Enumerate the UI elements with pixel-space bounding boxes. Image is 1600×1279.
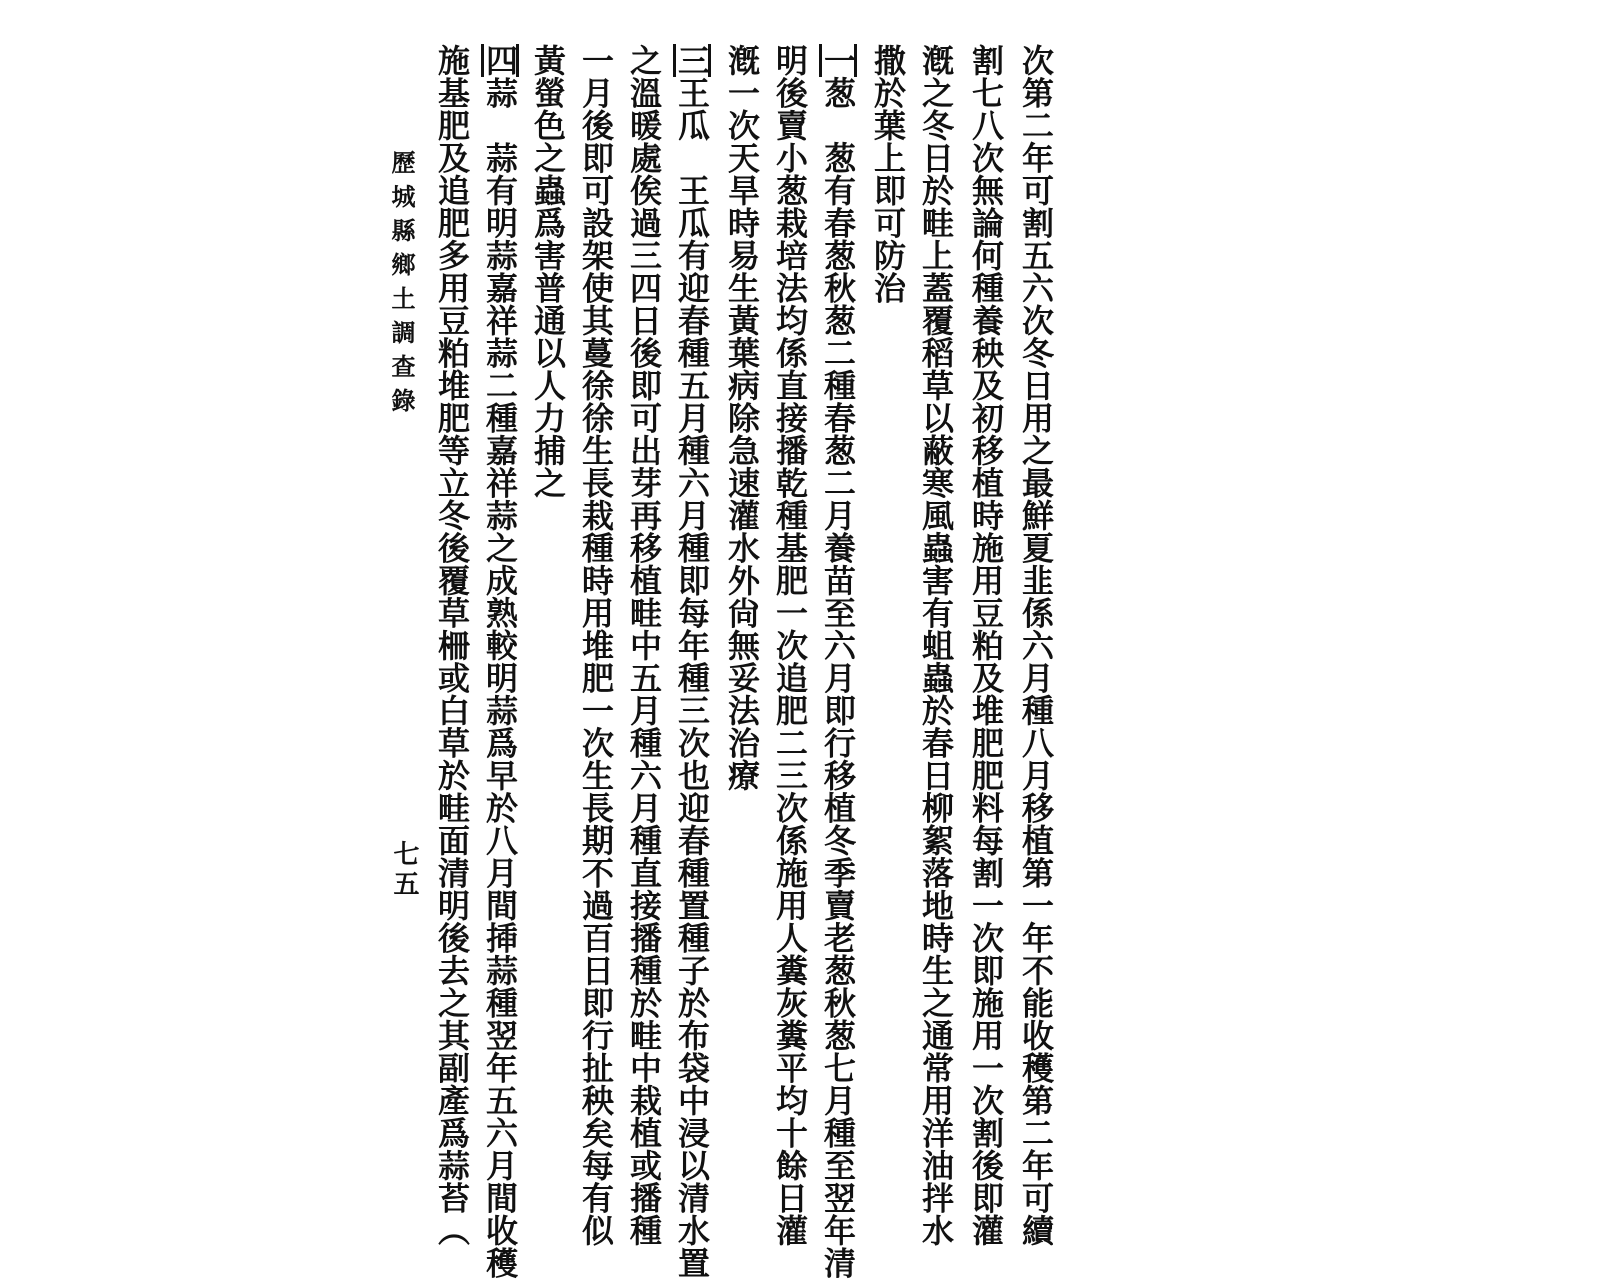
text-column (916, 44, 956, 1247)
text-column (722, 44, 762, 792)
section-heading-column (818, 44, 858, 1279)
column-text: 漑一次天旱時易生黃葉病除急速灌水外尙無妥法治療 (723, 44, 761, 792)
section-number: 一 (819, 44, 857, 77)
column-text: 次第二年可割五六次冬日用之最鮮夏韭係六月種八月移植第一年不能收穫第二年可續 (1017, 44, 1055, 1247)
column-text: 黃螢色之蟲爲害普通以人力捕之 (529, 44, 567, 499)
section-number: 三 (673, 44, 711, 77)
column-text: 施基肥及追肥多用豆粕堆肥等立冬後覆草柵或白草於畦面清明後去之其副產爲蒜苔（ (433, 44, 471, 1247)
section-heading-column (480, 44, 520, 1279)
text-column (528, 44, 568, 499)
column-text: 之溫暖處俟過三四日後即可出芽再移植畦中五月種六月種直接播種於畦中栽植或播種 (625, 44, 663, 1247)
column-text: 割七八次無論何種養秧及初移植時施用豆粕及堆肥肥料每割一次即施用一次割後即灌 (967, 44, 1005, 1247)
section-number: 四 (481, 44, 519, 77)
page-number: 七五 (386, 840, 423, 900)
text-column (624, 44, 664, 1247)
running-title: 歷城縣鄉土調查錄 (384, 150, 419, 422)
section-heading-column (672, 44, 712, 1279)
text-column (868, 44, 908, 304)
column-text: 撒於葉上即可防治 (869, 44, 907, 304)
text-column (770, 44, 810, 1247)
column-text: 葱 葱有春葱秋葱二種春葱二月養苗至六月即行移植冬季賣老葱秋葱七月種至翌年清 (819, 77, 857, 1279)
column-text: 王瓜 王瓜有迎春種五月種六月種即每年種三次也迎春種置種子於布袋中浸以清水置 (673, 77, 711, 1279)
text-column (432, 44, 472, 1247)
text-column (576, 44, 616, 1247)
column-text: 漑之冬日於畦上蓋覆稻草以蔽寒風蟲害有蛆蟲於春日柳絮落地時生之通常用洋油拌水 (917, 44, 955, 1247)
column-text: 明後賣小葱栽培法均係直接播乾種基肥一次追肥二三次係施用人糞灰糞平均十餘日灌 (771, 44, 809, 1247)
text-column (1016, 44, 1056, 1247)
column-text: 一月後即可設架使其蔓徐徐生長栽種時用堆肥一次生長期不過百日即行扯秧矣每有似 (577, 44, 615, 1247)
column-text: 蒜 蒜有明蒜嘉祥蒜二種嘉祥蒜之成熟較明蒜爲早於八月間揷蒜種翌年五六月間收穫 (481, 77, 519, 1279)
text-column (966, 44, 1006, 1247)
